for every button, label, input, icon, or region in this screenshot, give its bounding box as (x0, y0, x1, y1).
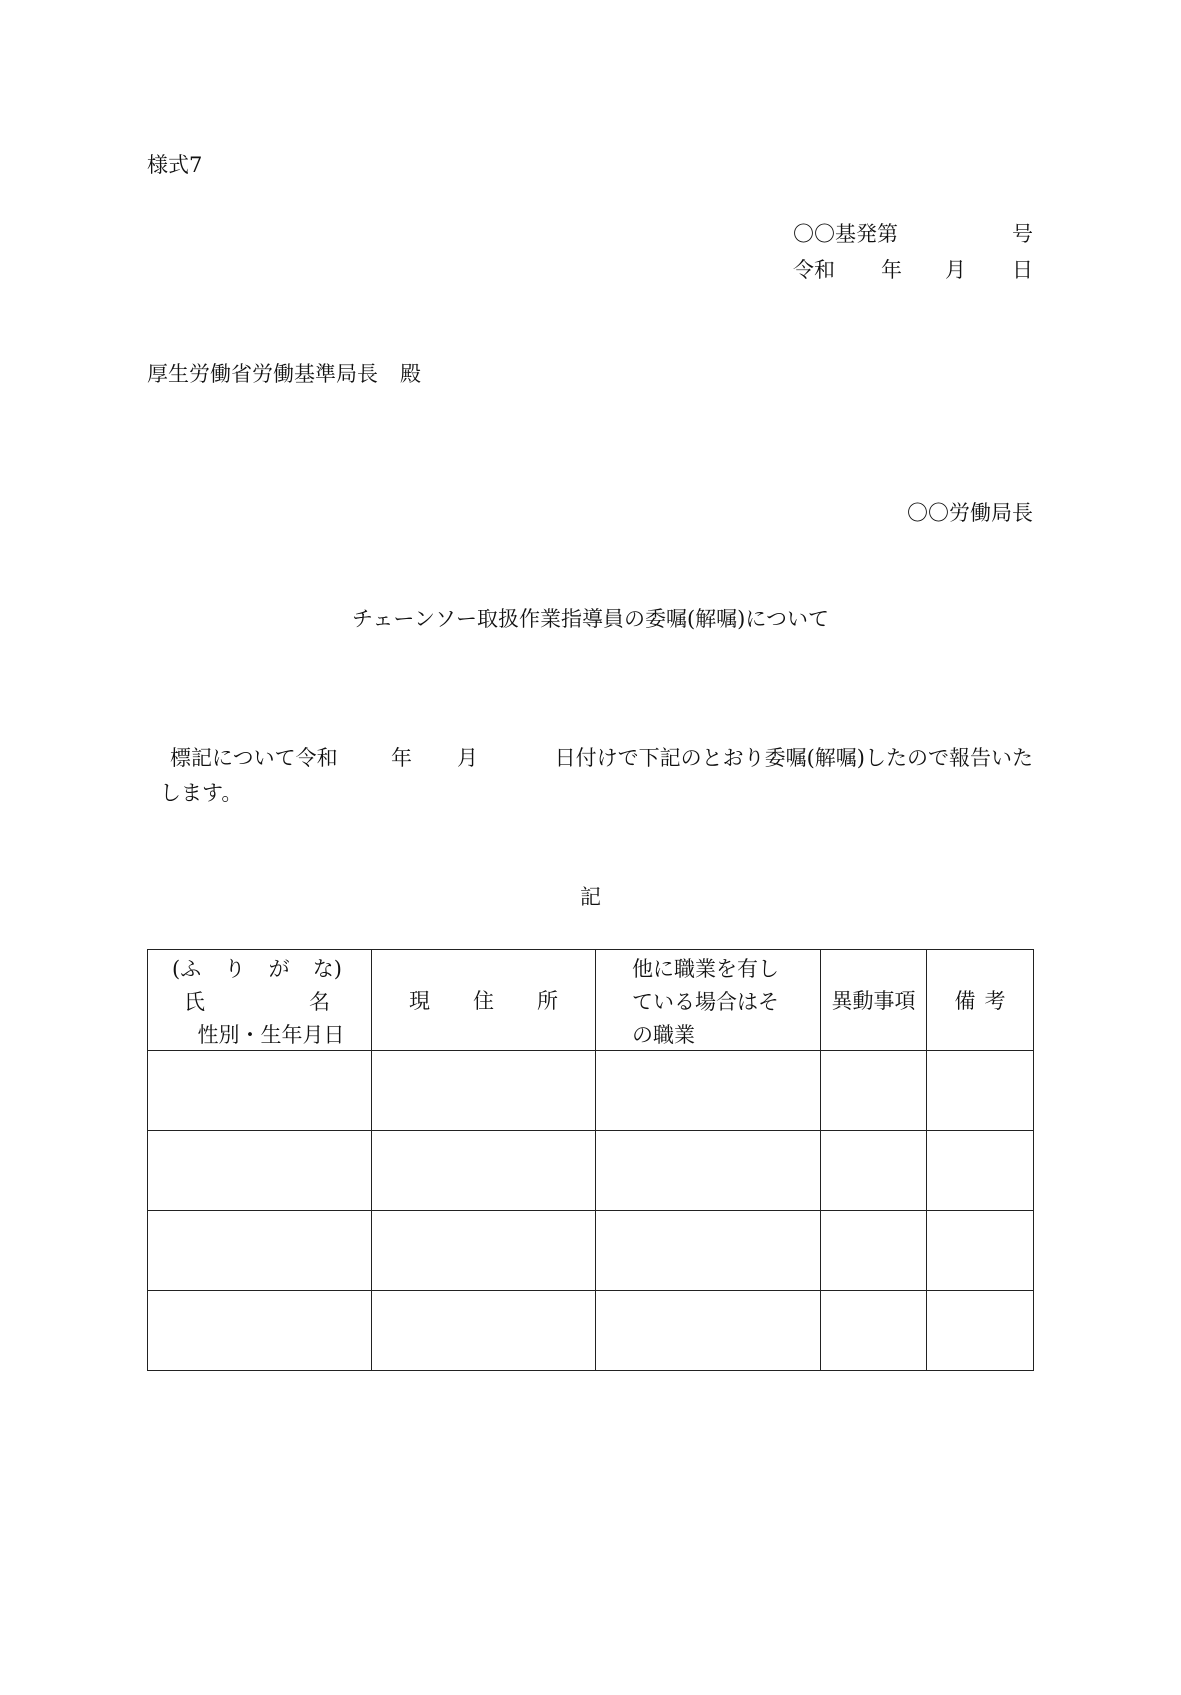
body-text-part-2: 日付けで下記のとおり委嘱(解嘱)したので報告いた (554, 746, 1033, 770)
header-furigana-part: (ふ (172, 957, 202, 981)
table-cell[interactable] (372, 1291, 596, 1371)
form-number-label: 様式7 (147, 153, 203, 177)
table-cell[interactable] (148, 1211, 372, 1291)
table-cell[interactable] (148, 1291, 372, 1371)
table-cell[interactable] (596, 1051, 821, 1131)
recipient (147, 364, 421, 385)
header-other-occupation-line: の職業 (632, 1023, 695, 1047)
table-cell[interactable] (372, 1211, 596, 1291)
document-title: チェーンソー取扱作業指導員の委嘱(解嘱)について (352, 607, 829, 631)
table-cell[interactable] (821, 1211, 927, 1291)
header-name-column (148, 950, 372, 1051)
header-furigana-part: な) (312, 957, 342, 981)
header-other-occupation-line: 他に職業を有し (632, 957, 779, 981)
date-day: 日 (1012, 258, 1033, 282)
header-name-part: 名 (309, 990, 330, 1014)
table-cell[interactable] (372, 1051, 596, 1131)
document-number (793, 224, 1033, 248)
table-cell[interactable] (821, 1291, 927, 1371)
table-cell[interactable] (372, 1131, 596, 1211)
document-date (793, 260, 1033, 284)
ki-heading: 記 (580, 885, 601, 909)
table-header-row (148, 950, 1034, 1051)
body-text-part-1: 標記について令和 (170, 746, 338, 770)
header-other-occupation-line: ている場合はそ (632, 990, 779, 1014)
header-furigana (172, 959, 342, 980)
table-row (148, 1211, 1034, 1291)
date-era: 令和 (793, 258, 835, 282)
document-number-prefix: 〇〇基発第 (793, 222, 898, 246)
table-cell[interactable] (927, 1211, 1034, 1291)
sender: 〇〇労働局長 (907, 501, 1033, 525)
record-table (147, 949, 1034, 1371)
document-number-suffix: 号 (1012, 222, 1033, 246)
body-text-line-1 (170, 748, 1033, 772)
header-name (172, 992, 342, 1013)
table-row (148, 1131, 1034, 1211)
header-remarks-column (927, 950, 1034, 1051)
table-row (148, 1291, 1034, 1371)
recipient-honorific: 殿 (400, 362, 421, 386)
date-year: 年 (881, 258, 902, 282)
header-other-occupation-column (596, 950, 821, 1051)
header-remarks-part: 備 (954, 989, 976, 1013)
recipient-name: 厚生労働省労働基準局長 (147, 362, 378, 386)
header-furigana-part: り (224, 957, 246, 981)
table-row (148, 1051, 1034, 1131)
table-cell[interactable] (148, 1051, 372, 1131)
header-furigana-part: が (268, 957, 290, 981)
table-cell[interactable] (596, 1211, 821, 1291)
table-cell[interactable] (148, 1131, 372, 1211)
header-name-part: 氏 (184, 990, 205, 1014)
header-address-column (372, 950, 596, 1051)
table-cell[interactable] (596, 1131, 821, 1211)
header-address-part: 所 (537, 989, 558, 1013)
header-remarks-part: 考 (984, 989, 1006, 1013)
table-cell[interactable] (821, 1051, 927, 1131)
table-cell[interactable] (821, 1131, 927, 1211)
table-cell[interactable] (927, 1291, 1034, 1371)
header-change-column: 異動事項 (821, 950, 927, 1051)
body-text-line-2: します。 (160, 781, 243, 805)
table-cell[interactable] (927, 1051, 1034, 1131)
table-cell[interactable] (927, 1131, 1034, 1211)
date-month: 月 (945, 258, 966, 282)
header-gender-birth: 性別・生年月日 (197, 1023, 345, 1047)
body-text-year: 年 (391, 746, 412, 770)
body-text-month: 月 (457, 746, 478, 770)
header-address-part: 住 (473, 989, 494, 1013)
header-address-part: 現 (409, 989, 430, 1013)
table-cell[interactable] (596, 1291, 821, 1371)
